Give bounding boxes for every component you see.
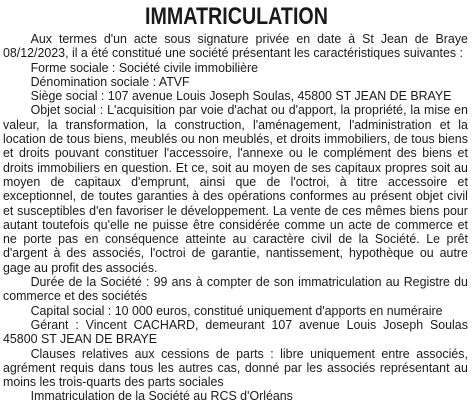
duration-paragraph: Durée de la Société : 99 ans à compter de son immatriculation au Registre du commerce et des sociétés	[3, 275, 468, 304]
company-name-paragraph: Dénomination sociale : ATVF	[30, 74, 190, 89]
head-office-paragraph: Siège social : 107 avenue Louis Joseph Soulas, 45800 ST JEAN DE BRAYE	[30, 89, 452, 104]
share-capital-paragraph: Capital social : 10 000 euros, constitué uniquement d'apports en numéraire	[30, 303, 443, 318]
registration-paragraph: Immatriculation de la Société au RCS d'Orléans	[30, 389, 293, 404]
corporate-purpose-paragraph: Objet social : L'acquisition par voie d'achat ou d'apport, la propriété, la mise en valeur, la transformation, la construction, l'aménagement, l'administration et la location de tous biens, meublés ou non meublés, et droits immobiliers, de tous biens et droits pouvant constituer l'accessoire, l'annexe ou le complément des biens et droits immobiliers en question. Et ce, soit au moyen de ses capitaux propres soit au moyen de capitaux d'emprunt, ainsi que de l'octroi, à titre accessoire et exceptionnel, de toutes garanties à des opérations conformes au présent objet civil et susceptibles d'en favoriser le développement. La vente de ces mêmes biens pour autant toutefois qu'elle ne puisse être considérée comme un acte de commerce et ne porte pas en conséquence atteinte au caractère civil de la Société. Le prêt d'argent à des associés, l'octroi de garantie, nantissement, hypothèque ou autre gage au profit des associés.	[3, 103, 468, 275]
intro-paragraph: Aux termes d'un acte sous signature privée en date à St Jean de Braye 08/12/2023, il a été constitué une société présentant les caractéristiques suivantes :	[3, 32, 468, 61]
share-transfer-paragraph: Clauses relatives aux cessions de parts : libre uniquement entre associés, agrément requis dans tous les autres cas, donné par les associés représentant au moins les trois-quarts des parts sociales	[3, 346, 468, 390]
notice-body	[3, 32, 468, 404]
notice-title: IMMATRICULATION	[145, 3, 328, 30]
legal-form-paragraph: Forme sociale : Société civile immobilière	[30, 60, 259, 75]
manager-paragraph: Gérant : Vincent CACHARD, demeurant 107 avenue Louis Joseph Soulas 45800 ST JEAN DE BRAYE	[3, 317, 468, 347]
